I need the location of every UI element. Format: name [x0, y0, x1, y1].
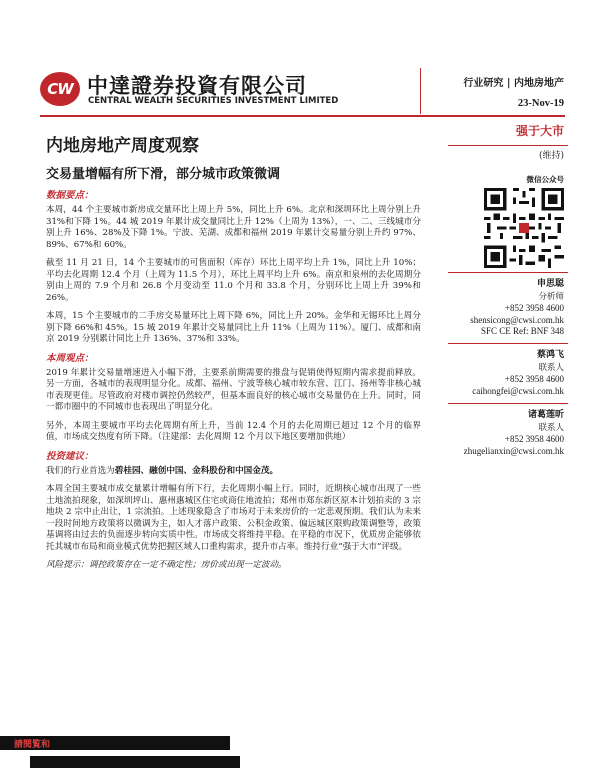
- report-header: [0, 0, 600, 125]
- contact-block: [444, 348, 564, 397]
- data-points-heading: 数据要点：: [46, 190, 94, 201]
- contact-role: 联系人: [538, 423, 564, 433]
- company-name-en: CENTRAL WEALTH SECURITIES INVESTMENT LIMITED: [88, 96, 339, 106]
- wechat-qr-code-icon: [484, 188, 564, 268]
- company-logo-icon: CW: [40, 72, 80, 106]
- report-date: 23-Nov-19: [517, 98, 564, 109]
- data-paragraph: 本周，44 个主要城市新房成交量环比上周上升 5%，同比上升 6%。北京和深圳环比上周分别上升 31%和下降 1%。44 城 2019 年累计成交量同比上升 12%（上周为 13%），一、二、三线城市分别上升 16%、28%及下降 1%。宁波、芜湖、成都和福州 2019 年累计交易量分别上升约 97%、89%、67%和 60%。: [46, 205, 421, 250]
- contact-email[interactable]: zhugelianxin@cwsi.com.hk: [463, 445, 564, 456]
- top-picks-paragraph: [46, 466, 421, 478]
- top-picks-lead: 我们的行业首选为: [46, 465, 115, 476]
- investment-advice-heading: 投资建议：: [46, 450, 94, 462]
- investment-paragraph: 本周全国主要城市成交量累计增幅有所下行，去化周期小幅上行。同时，近期核心城市出现了一些土地流拍现象，如深圳坪山、惠州惠城区住宅或商住地流拍；郑州市郑东新区原本计划拍卖的 3 宗地块 2 宗中止出让，1 宗流拍。上述现象隐含了市场对于未来房价的一定悲观预期。我们认为未来一段时间地方政策将以微调为主，如人才落户政策、公积金政策、偏远城区限购政策调整等，政策基调将由过去的负面逐步转向实质中性。市场成交将维持平稳。在平稳的市况下，优质房企能够依托其城市布局和商业模式优势把握区域人口重构需求，提升市占率。维持行业“强于大市”评级。: [46, 484, 421, 552]
- rating-rule: [448, 145, 568, 146]
- footer-redaction-bar: [30, 756, 240, 768]
- company-name-cn: 中達證券投資有限公司: [87, 74, 307, 98]
- contact-name: 蔡鸿飞: [536, 350, 564, 360]
- report-subtitle: 交易量增幅有所下滑，部分城市政策微调: [46, 167, 281, 182]
- contact-phone: +852 3958 4600: [504, 374, 564, 384]
- report-category: 行业研究 | 内地房地产: [463, 78, 564, 89]
- analyst-block: [444, 277, 564, 338]
- top-picks-stocks: 碧桂园、融创中国、金科股份和中国金茂。: [114, 465, 279, 476]
- main-content: [46, 190, 421, 579]
- data-paragraph: 截至 11 月 21 日，14 个主要城市的可售面积（库存）环比上周平均上升 1%，同比上升 10%；平均去化周期 12.4 个月（上周为 11.5 个月），环比上周平均上升 6%。南京和泉州的去化周期分别由上周的 7.9 个月和 26.8 个月变动至 11.0 个月和 33.8 个月，分别环比上周上升 39%和 26%。: [46, 258, 421, 303]
- contact-phone: +852 3958 4600: [504, 434, 564, 444]
- analyst-rule: [448, 403, 568, 404]
- contact-block: [444, 408, 564, 457]
- report-title: 内地房地产周度观察: [46, 136, 199, 156]
- analyst-phone: +852 3958 4600: [504, 303, 564, 313]
- weekly-view-heading: 本周观点：: [46, 352, 94, 364]
- contact-role: 联系人: [538, 363, 564, 373]
- risk-warning: 风险提示：调控政策存在一定不确定性；房价或出现一定波动。: [46, 560, 287, 570]
- data-paragraph: 本周，15 个主要城市的二手房交易量环比上周下降 6%，同比上升 20%。金华和无锡环比上周分别下降 66%和 45%。15 城 2019 年累计交易量同比上升 11%（上周为 11%）。厦门、成都和南京 2019 分别累计同比上升 136%、37%和 33%。: [46, 311, 421, 344]
- view-paragraph: 2019 年累计交易量增速进入小幅下滑，主要系前期需要的推盘与促销使得短期内需求提前释放。另一方面，各城市的表现明显分化。成都、福州、宁波等核心城市较东营、江门、扬州等非核心城市表现更佳。尽管政府对楼市调控仍然较严，但基本面良好的核心城市交易量仍在上升。同时，同一都市圈中的不同城市也表现出了明显分化。: [46, 367, 421, 412]
- footer-disclaimer-label: 請閱覧和: [14, 740, 51, 750]
- analyst-role: 分析师: [538, 292, 564, 302]
- header-divider: [420, 68, 421, 114]
- analyst-email[interactable]: shensicong@cwsi.com.hk: [470, 314, 564, 325]
- contact-name: 诸葛莲昕: [527, 410, 564, 420]
- wechat-label: 微信公众号: [526, 175, 564, 184]
- analyst-name: 申思聪: [536, 279, 564, 289]
- header-rule: [40, 115, 565, 117]
- view-paragraph: 另外，本周主要城市平均去化周期有所上升，当前 12.4 个月的去化周期已超过 12 个月的临界值，市场成交热度有所下降。（注建部：去化周期 12 个月以下地区要增加供地）: [46, 420, 421, 442]
- rating-maintain: (维持): [538, 151, 564, 161]
- rating: 强于大市: [515, 124, 564, 138]
- contact-email[interactable]: caihongfei@cwsi.com.hk: [472, 385, 564, 396]
- analyst-license: SFC CE Ref: BNF 348: [480, 326, 564, 336]
- analyst-rule: [448, 272, 568, 273]
- analyst-rule: [448, 343, 568, 344]
